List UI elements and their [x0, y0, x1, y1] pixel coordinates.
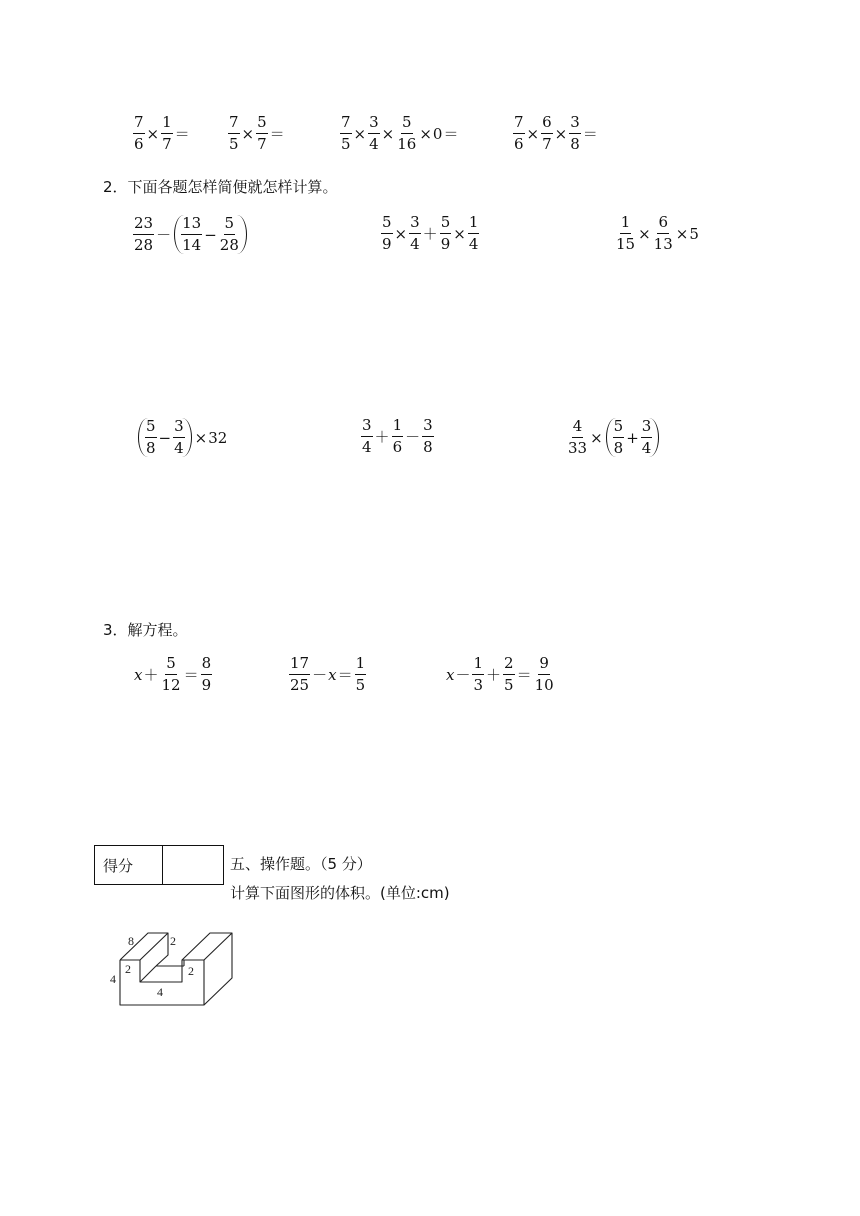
equation-3c: x － $\frac{1}{3}$ ＋ $\frac{2}{5}$ ＝ $\frac{9}{10}$ [446, 654, 554, 694]
section-3-title: 3．解方程。 [103, 621, 188, 639]
label-top-step: 2 [170, 934, 176, 948]
expr-1a: $\frac{7}{6}$ × $\frac{1}{7}$ ＝ [134, 113, 190, 153]
expr-1d: $\frac{7}{6}$ × $\frac{6}{7}$ × $\frac{3}{8}$ ＝ [514, 113, 598, 153]
label-left-inner: 2 [125, 962, 131, 976]
fraction: $\frac{5}{8}$ [613, 417, 624, 457]
fraction: $\frac{3}{8}$ [423, 416, 433, 456]
fraction: $\frac{17}{25}$ [290, 654, 310, 694]
notch-floor-edge [140, 966, 156, 982]
fraction: $\frac{1}{3}$ [473, 654, 484, 694]
right-side-face [204, 933, 232, 1005]
expr-1b: $\frac{7}{5}$ × $\frac{5}{7}$ ＝ [229, 113, 285, 153]
score-box [94, 845, 224, 885]
equation-3a: x ＋ $\frac{5}{12}$ ＝ $\frac{8}{9}$ [134, 654, 212, 694]
expr-2b: $\frac{5}{9}$ × $\frac{3}{4}$ ＋ $\frac{5}{9}$ × $\frac{1}{4}$ [382, 213, 479, 253]
expr-2c: $\frac{1}{15}$ × $\frac{6}{13}$ × 5 [616, 213, 699, 253]
fraction: $\frac{7}{6}$ [134, 113, 144, 153]
fraction: $\frac{5}{7}$ [257, 113, 267, 153]
fraction: $\frac{5}{9}$ [440, 213, 451, 253]
fraction: $\frac{1}{4}$ [468, 213, 479, 253]
fraction: $\frac{1}{15}$ [616, 213, 636, 253]
fraction: $\frac{3}{4}$ [369, 113, 379, 153]
fraction: $\frac{23}{28}$ [134, 214, 154, 254]
label-top-depth: 8 [128, 934, 134, 948]
label-bottom: 4 [157, 985, 163, 999]
fraction: $\frac{1}{7}$ [162, 113, 172, 153]
expr-1c: $\frac{7}{5}$ × $\frac{3}{4}$ × $\frac{5}{16}$ × 0 ＝ [341, 113, 459, 153]
fraction: $\frac{3}{4}$ [174, 417, 184, 457]
right-block-top [182, 933, 232, 960]
fraction: $\frac{9}{10}$ [534, 654, 554, 694]
expr-2d: $\frac{5}{8}$ − $\frac{3}{4}$ × 32 [136, 418, 227, 457]
fraction: $\frac{5}{28}$ [219, 214, 239, 254]
expr-2e: $\frac{3}{4}$ ＋ $\frac{1}{6}$ － $\frac{3}{8}$ [362, 416, 433, 456]
score-label: 得分 [95, 846, 163, 885]
fraction: $\frac{6}{13}$ [653, 213, 673, 253]
section-5-instruction: 计算下面图形的体积。(单位:cm) [230, 884, 450, 902]
fraction: $\frac{2}{5}$ [504, 654, 514, 694]
fraction: $\frac{3}{4}$ [641, 417, 652, 457]
fraction: $\frac{7}{6}$ [514, 113, 524, 153]
expr-2f: $\frac{4}{33}$ × $\frac{5}{8}$ + $\frac{3}{4}$ [566, 418, 661, 457]
section-5-title: 五、操作题。（5 分） [230, 855, 372, 873]
label-right-inner: 2 [188, 964, 194, 978]
fraction: $\frac{5}{12}$ [161, 654, 181, 694]
fraction: $\frac{7}{5}$ [229, 113, 239, 153]
parentheses: $\frac{5}{8}$ − $\frac{3}{4}$ [138, 418, 192, 457]
fraction: $\frac{13}{14}$ [182, 214, 202, 254]
solid-figure [104, 928, 240, 1008]
fraction: $\frac{6}{7}$ [542, 113, 552, 153]
equation-3b: $\frac{17}{25}$ － x ＝ $\frac{1}{5}$ [290, 654, 366, 694]
fraction: $\frac{4}{33}$ [568, 417, 588, 457]
fraction: $\frac{8}{9}$ [201, 654, 212, 694]
fraction: $\frac{5}{8}$ [146, 417, 156, 457]
parentheses: $\frac{13}{14}$ − $\frac{5}{28}$ [174, 215, 247, 254]
fraction: $\frac{5}{9}$ [382, 213, 392, 253]
fraction: $\frac{1}{6}$ [392, 416, 403, 456]
score-value[interactable] [163, 846, 224, 885]
label-left-outer: 4 [110, 972, 116, 986]
fraction: $\frac{3}{8}$ [570, 113, 580, 153]
left-block-side [156, 933, 168, 966]
section-2-title: 2．下面各题怎样简便就怎样计算。 [103, 178, 338, 196]
fraction: $\frac{7}{5}$ [341, 113, 351, 153]
expr-2a: $\frac{23}{28}$ － $\frac{13}{14}$ − $\frac{5}{28}$ [132, 215, 249, 254]
fraction: $\frac{5}{16}$ [397, 113, 417, 153]
parentheses: $\frac{5}{8}$ + $\frac{3}{4}$ [606, 418, 660, 457]
fraction: $\frac{3}{4}$ [410, 213, 420, 253]
fraction: $\frac{1}{5}$ [355, 654, 366, 694]
fraction: $\frac{3}{4}$ [362, 416, 372, 456]
